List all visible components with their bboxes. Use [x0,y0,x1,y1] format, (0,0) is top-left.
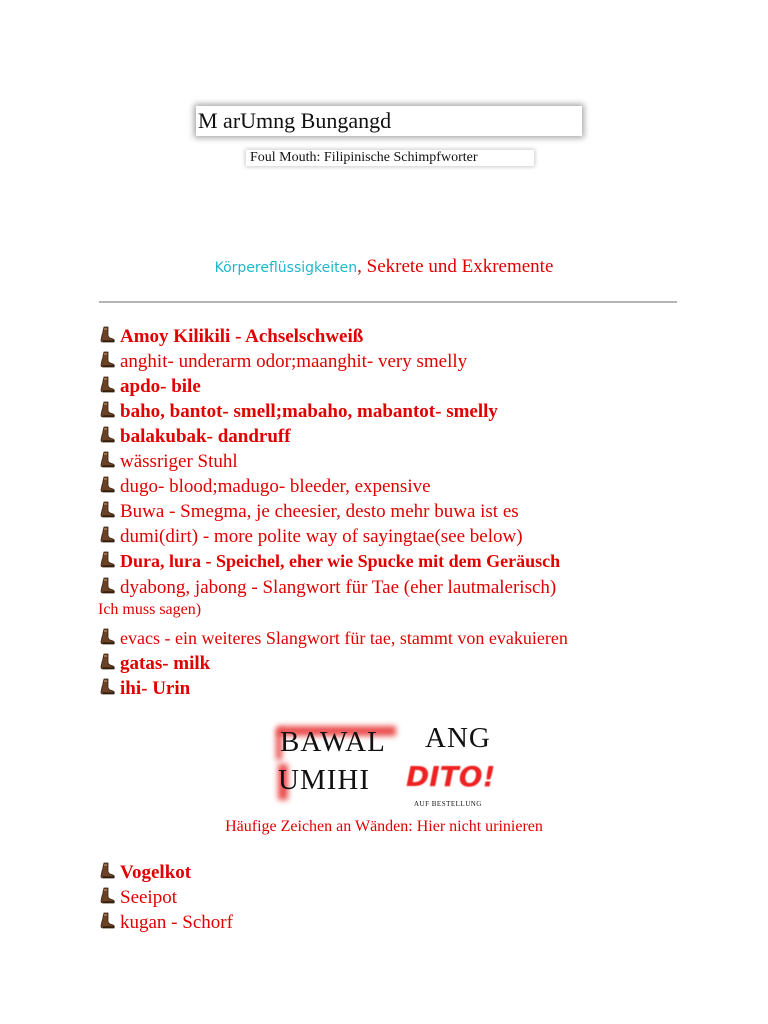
boot-icon [98,549,120,569]
list-item [98,374,718,399]
list-item-text: apdo- bile [120,376,201,397]
list-item [98,626,718,651]
section-heading [0,256,768,278]
boot-icon [98,885,120,905]
sign-word: UMIHI [278,764,370,796]
section-heading-part2: , Sekrete und Exkremente [357,256,554,277]
page-subtitle: Foul Mouth: Filipinische Schimpfworter [250,150,478,165]
list-item [98,499,718,524]
list-item-text: anghit- underarm odor;maanghit- very smelly [120,351,468,372]
list-item [98,651,718,676]
list-item [98,324,718,349]
list-item [98,349,718,374]
boot-icon [98,651,120,671]
bawal-sign-image [270,720,530,812]
list-item-text: dumi(dirt) - more polite way of sayingtae(see below) [120,526,523,547]
boot-icon [98,524,120,544]
list-item-text: Vogelkot [120,862,192,883]
page-title: M arUmng Bungangd [198,108,392,133]
list-item-text: dugo- blood;madugo- bleeder, expensive [120,476,431,497]
boot-icon [98,860,120,880]
list-item [98,549,718,574]
list-item-text: Amoy Kilikili - Achselschweiß [120,326,364,347]
sign-word: DITO! [406,760,496,793]
boot-icon [98,374,120,394]
list-item-text: balakubak- dandruff [120,426,291,447]
boot-icon [98,626,120,646]
list-item-text: wässriger Stuhl [120,451,238,472]
list-item-text: baho, bantot- smell;mabaho, mabantot- smelly [120,401,498,422]
sign-small-text: AUF BESTELLUNG [414,800,482,808]
vocab-list-3 [98,860,718,935]
sign-word: BAWAL [280,726,386,758]
list-item-text: kugan - Schorf [120,912,233,933]
boot-icon [98,910,120,930]
list-item [98,575,718,600]
boot-icon [98,449,120,469]
boot-icon [98,349,120,369]
boot-icon [98,575,120,595]
image-caption: Häufige Zeichen an Wänden: Hier nicht urinieren [225,818,543,835]
list-item [98,449,718,474]
boot-icon [98,474,120,494]
list-item-text: Seeipot [120,887,177,908]
list-item-text: ihi- Urin [120,678,191,699]
section-heading-part1: Körpereflüssigkeiten [214,260,358,276]
list-item [98,860,718,885]
list-item-text: Dura, lura - Speichel, eher wie Spucke mit dem Geräusch [120,551,561,571]
list-item [98,474,718,499]
list-item [98,399,718,424]
boot-icon [98,499,120,519]
list-item [98,910,718,935]
boot-icon [98,424,120,444]
list-item-text: dyabong, jabong - Slangwort für Tae (eher lautmalerisch) [120,577,557,598]
vocab-item-dyabong [98,575,718,622]
horizontal-rule [99,301,677,303]
list-item [98,885,718,910]
list-item-text: gatas- milk [120,653,211,674]
list-item [98,424,718,449]
list-item [98,524,718,549]
list-item-text: evacs - ein weiteres Slangwort für tae, stammt von evakuieren [120,628,568,648]
boot-icon [98,399,120,419]
list-item-text: Buwa - Smegma, je cheesier, desto mehr buwa ist es [120,501,519,522]
sign-word: ANG [425,722,491,754]
vocab-list-2 [98,626,718,701]
list-item-continuation: Ich muss sagen) [98,601,202,618]
list-item [98,676,718,701]
boot-icon [98,324,120,344]
vocab-list-1 [98,324,718,574]
boot-icon [98,676,120,696]
